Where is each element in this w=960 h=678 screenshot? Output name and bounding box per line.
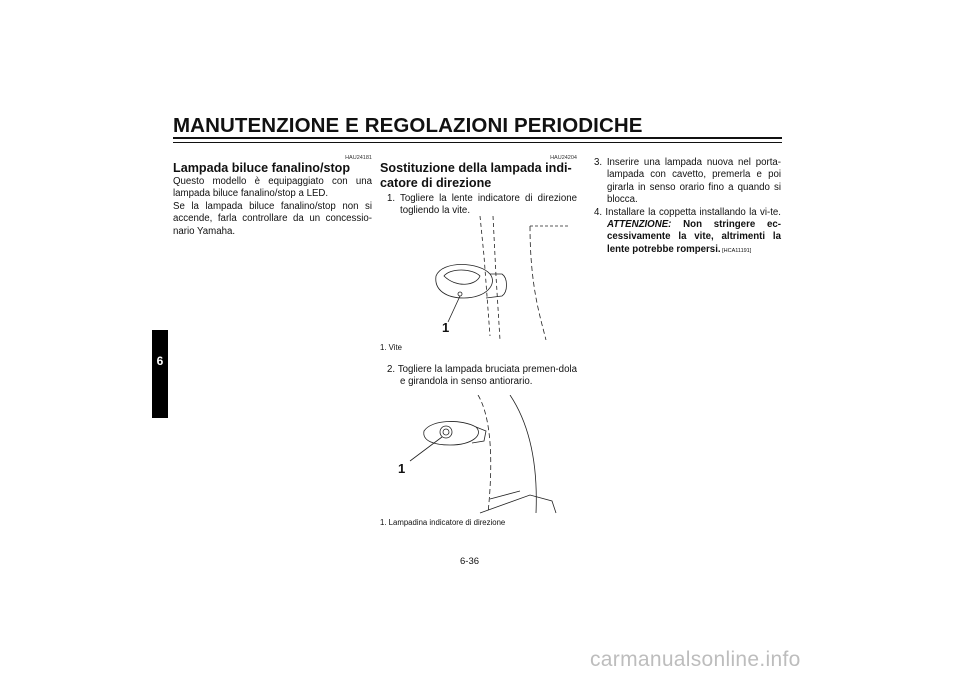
- section-code: HAU24204: [550, 155, 577, 161]
- section-heading-line-2: catore di direzione: [380, 176, 492, 190]
- step-1: 1. Togliere la lente indicatore di direzione togliendo la vite.: [387, 193, 577, 217]
- column-3: [587, 157, 781, 257]
- figure-indicator-bulb: [380, 395, 577, 515]
- figure-lens-screw: [380, 216, 577, 340]
- figure-2-caption: 1. Lampadina indicatore di direzione: [380, 518, 506, 527]
- section-heading: Lampada biluce fanalino/stop: [173, 161, 351, 175]
- callout-number: 1: [398, 461, 406, 476]
- page-header-title: MANUTENZIONE E REGOLAZIONI PERIODICHE: [173, 114, 643, 137]
- page-number: 6-36: [460, 556, 480, 567]
- warning-label: ATTENZIONE:: [607, 219, 672, 231]
- figure-1-caption: 1. Vite: [380, 343, 402, 352]
- step-4: [587, 207, 781, 258]
- header-rule-thin: [173, 142, 782, 143]
- column-1: [173, 155, 372, 238]
- section-code: HAU24181: [345, 155, 372, 161]
- watermark-text: carmanualsonline.info: [590, 648, 801, 671]
- header-rule-thick: [173, 137, 782, 139]
- warning-text: Non stringere ec-cessivamente la vite, altrimenti la lente potrebbe rompersi.: [607, 219, 781, 255]
- chapter-tab-label: 6: [156, 354, 164, 368]
- paragraph: Se la lampada biluce fanalino/stop non si accende, farla controllare da un concessio-nario Yamaha.: [173, 200, 372, 237]
- warning-code: [HCA11191]: [720, 247, 752, 254]
- callout-leader: [448, 296, 460, 322]
- step-4-text: 4. Installare la coppetta installando la vi-te.: [594, 206, 781, 218]
- chapter-tab: [152, 330, 168, 418]
- column-2-continued: [380, 364, 577, 389]
- step-3: 3. Inserire una lampada nuova nel porta-lampada con cavetto, premerla e poi girarla in senso orario fino a quando si blocca.: [594, 157, 781, 206]
- callout-leader: [410, 437, 442, 461]
- step-2: 2. Togliere la lampada bruciata premen-dola e girandola in senso antiorario.: [387, 364, 577, 388]
- paragraph: Questo modello è equipaggiato con una lampada biluce fanalino/stop a LED.: [173, 176, 372, 200]
- section-heading-line-1: Sostituzione della lampada indi-: [380, 161, 572, 175]
- column-2: [380, 155, 577, 218]
- callout-number: 1: [442, 320, 450, 335]
